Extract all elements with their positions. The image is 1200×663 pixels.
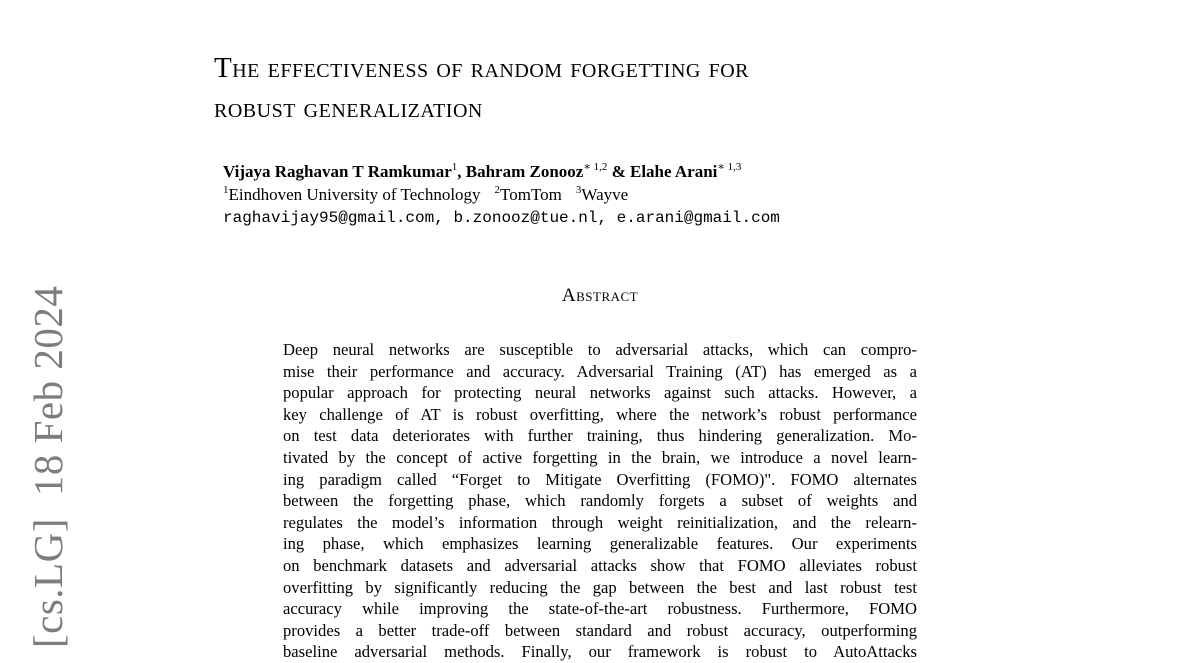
title-line-2: robust generalization [214,92,483,124]
arxiv-date: 18 Feb 2024 [25,285,71,497]
abstract-heading: Abstract [561,285,639,306]
author-2-affiliation-mark: ∗ 1,2 [583,161,608,173]
author-block [223,160,780,230]
author-separator: , [457,162,466,181]
affiliation-2: TomTom [500,185,562,204]
arxiv-category: [cs.LG] [25,518,71,648]
author-1-name: Vijaya Raghavan T Ramkumar [223,162,452,181]
abstract-line: overfitting by significantly reducing the gap between the best and last robust test [283,577,917,597]
author-names [223,162,741,181]
affiliation-mark: 3 [575,184,582,196]
abstract-line: popular approach for protecting neural networks against such attacks. However, a [283,383,917,403]
affiliation-3: Wayve [581,185,629,204]
abstract-line: ing phase, which emphasizes learning generalizable features. Our experiments [283,534,917,554]
abstract-line: key challenge of AT is robust overfitting, where the network’s robust performance [283,404,917,424]
abstract-line: provides a better trade-off between standard and robust accuracy, outperforming [283,620,917,640]
affiliation-1: Eindhoven University of Technology [228,185,481,204]
arxiv-side-stamp [25,285,71,648]
abstract-line: on benchmark datasets and adversarial attacks show that FOMO alleviates robust [283,555,917,575]
abstract-line: regulates the model’s information through weight reinitialization, and the relearn- [283,512,917,532]
abstract-line: between the forgetting phase, which randomly forgets a subset of weights and [283,491,917,511]
affiliations [223,183,780,206]
author-emails: raghavijay95@gmail.com, b.zonooz@tue.nl, e.arani@gmail.com [223,209,780,227]
affiliation-mark: 2 [494,184,501,196]
abstract-line: tivated by the concept of active forgetting in the brain, we introduce a novel learn- [283,447,917,467]
paper-title [214,48,1074,128]
author-3-name: Elahe Arani [630,162,718,181]
author-1-affiliation-mark: 1 [451,161,458,173]
abstract-line: on test data deteriorates with further training, thus hindering generalization. Mo- [283,426,917,446]
affiliation-mark: 1 [223,184,229,196]
abstract-line: ing paradigm called “Forget to Mitigate Overfitting (FOMO)". FOMO alternates [283,469,917,489]
author-2-name: Bahram Zonooz [465,162,584,181]
title-line-1: The effectiveness of random forgetting for [214,52,750,84]
abstract-body [283,339,917,663]
abstract-line: Deep neural networks are susceptible to adversarial attacks, which can compro- [283,340,917,359]
author-separator: & [607,162,630,181]
abstract-line: mise their performance and accuracy. Adversarial Training (AT) has emerged as a [283,361,917,381]
abstract-line: baseline adversarial methods. Finally, our framework is robust to AutoAttacks [283,642,917,662]
abstract-line: accuracy while improving the state-of-the-art robustness. Furthermore, FOMO [283,599,917,619]
author-3-affiliation-mark: ∗ 1,3 [717,161,742,173]
